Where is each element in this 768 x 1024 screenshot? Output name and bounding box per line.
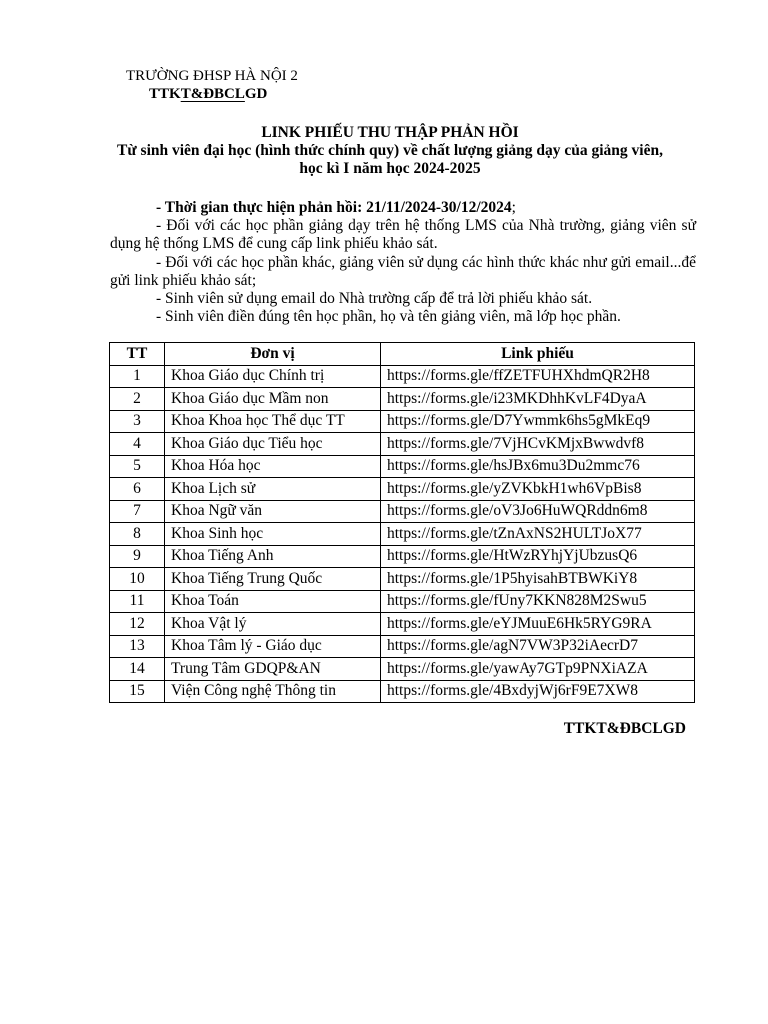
row-form-link[interactable]: https://forms.gle/yawAy7GTp9PNXiAZA: [381, 658, 695, 681]
title-line-3: học kì I năm học 2024-2025: [299, 160, 481, 177]
row-unit: Khoa Lịch sử: [165, 478, 381, 501]
links-table: [109, 342, 695, 703]
instruction-item-4: - Sinh viên điền đúng tên học phần, họ và tên giảng viên, mã lớp học phần.: [156, 308, 621, 326]
row-unit: Trung Tâm GDQP&AN: [165, 658, 381, 681]
row-form-link[interactable]: https://forms.gle/HtWzRYhjYjUbzusQ6: [381, 545, 695, 568]
row-form-link[interactable]: https://forms.gle/1P5hyisahBTBWKiY8: [381, 568, 695, 591]
school-name: TRƯỜNG ĐHSP HÀ NỘI 2: [126, 68, 298, 84]
unit-name: [149, 86, 267, 103]
row-form-link[interactable]: https://forms.gle/oV3Jo6HuWQRddn6m8: [381, 500, 695, 523]
row-unit: Khoa Sinh học: [165, 523, 381, 546]
table-row: [110, 433, 695, 456]
instruction-time: [110, 199, 696, 217]
row-unit: Khoa Khoa học Thể dục TT: [165, 410, 381, 433]
instruction-time-end: ;: [511, 199, 516, 216]
row-number: 5: [110, 455, 165, 478]
row-form-link[interactable]: https://forms.gle/fUny7KKN828M2Swu5: [381, 590, 695, 613]
table-row: [110, 680, 695, 703]
row-number: 8: [110, 523, 165, 546]
instructions: [110, 199, 696, 326]
row-number: 12: [110, 613, 165, 636]
row-number: 7: [110, 500, 165, 523]
row-form-link[interactable]: https://forms.gle/tZnAxNS2HULTJoX77: [381, 523, 695, 546]
column-header-tt: TT: [110, 343, 165, 366]
row-number: 14: [110, 658, 165, 681]
row-number: 11: [110, 590, 165, 613]
row-form-link[interactable]: https://forms.gle/7VjHCvKMjxBwwdvf8: [381, 433, 695, 456]
row-number: 6: [110, 478, 165, 501]
table-row: [110, 365, 695, 388]
row-unit: Khoa Toán: [165, 590, 381, 613]
document-title: [90, 124, 690, 178]
row-form-link[interactable]: https://forms.gle/4BxdyjWj6rF9E7XW8: [381, 680, 695, 703]
table-row: [110, 388, 695, 411]
row-unit: Khoa Giáo dục Tiểu học: [165, 433, 381, 456]
table-row: [110, 523, 695, 546]
title-line-2: Từ sinh viên đại học (hình thức chính quy) về chất lượng giảng dạy của giảng viên,: [117, 142, 663, 159]
table-row: [110, 613, 695, 636]
row-form-link[interactable]: https://forms.gle/agN7VW3P32iAecrD7: [381, 635, 695, 658]
table-row: [110, 410, 695, 433]
table-row: [110, 500, 695, 523]
row-form-link[interactable]: https://forms.gle/ffZETFUHXhdmQR2H8: [381, 365, 695, 388]
instruction-item-3: - Sinh viên sử dụng email do Nhà trường cấp để trả lời phiếu khảo sát.: [156, 290, 593, 308]
row-form-link[interactable]: https://forms.gle/eYJMuuE6Hk5RYG9RA: [381, 613, 695, 636]
unit-name-prefix: TTK: [149, 86, 181, 102]
row-number: 3: [110, 410, 165, 433]
row-form-link[interactable]: https://forms.gle/yZVKbkH1wh6VpBis8: [381, 478, 695, 501]
row-unit: Khoa Ngữ văn: [165, 500, 381, 523]
table-row: [110, 478, 695, 501]
row-number: 2: [110, 388, 165, 411]
instruction-time-label: - Thời gian thực hiện phản hồi: 21/11/2024-30/12/2024: [156, 199, 512, 216]
row-unit: Khoa Tâm lý - Giáo dục: [165, 635, 381, 658]
row-number: 13: [110, 635, 165, 658]
row-unit: Khoa Hóa học: [165, 455, 381, 478]
row-unit: Khoa Tiếng Trung Quốc: [165, 568, 381, 591]
row-form-link[interactable]: https://forms.gle/i23MKDhhKvLF4DyaA: [381, 388, 695, 411]
row-unit: Khoa Tiếng Anh: [165, 545, 381, 568]
column-header-link: Link phiếu: [381, 343, 695, 366]
column-header-unit: Đơn vị: [165, 343, 381, 366]
table-row: [110, 545, 695, 568]
row-number: 1: [110, 365, 165, 388]
row-form-link[interactable]: https://forms.gle/D7Ywmmk6hs5gMkEq9: [381, 410, 695, 433]
table-row: [110, 590, 695, 613]
unit-name-suffix: GD: [244, 86, 268, 102]
row-unit: Viện Công nghệ Thông tin: [165, 680, 381, 703]
table-row: [110, 635, 695, 658]
table-body: [110, 365, 695, 703]
table-header-row: [110, 343, 695, 366]
row-unit: Khoa Vật lý: [165, 613, 381, 636]
title-line-1: LINK PHIẾU THU THẬP PHẢN HỒI: [261, 124, 519, 141]
row-number: 10: [110, 568, 165, 591]
instruction-item-1: - Đối với các học phần giảng dạy trên hệ thống LMS của Nhà trường, giảng viên sử dụng hệ thống LMS để cung cấp link phiếu khảo sát.: [110, 217, 696, 253]
row-number: 4: [110, 433, 165, 456]
row-unit: Khoa Giáo dục Chính trị: [165, 365, 381, 388]
table-row: [110, 455, 695, 478]
row-unit: Khoa Giáo dục Mầm non: [165, 388, 381, 411]
row-number: 15: [110, 680, 165, 703]
table-row: [110, 658, 695, 681]
table-row: [110, 568, 695, 591]
row-form-link[interactable]: https://forms.gle/hsJBx6mu3Du2mmc76: [381, 455, 695, 478]
signature: TTKT&ĐBCLGD: [563, 720, 686, 737]
unit-name-underlined: T&ĐBCL: [180, 86, 245, 102]
instruction-item-2: - Đối với các học phần khác, giảng viên sử dụng các hình thức khác như gửi email...để gửi link phiếu khảo sát;: [110, 253, 696, 289]
row-number: 9: [110, 545, 165, 568]
